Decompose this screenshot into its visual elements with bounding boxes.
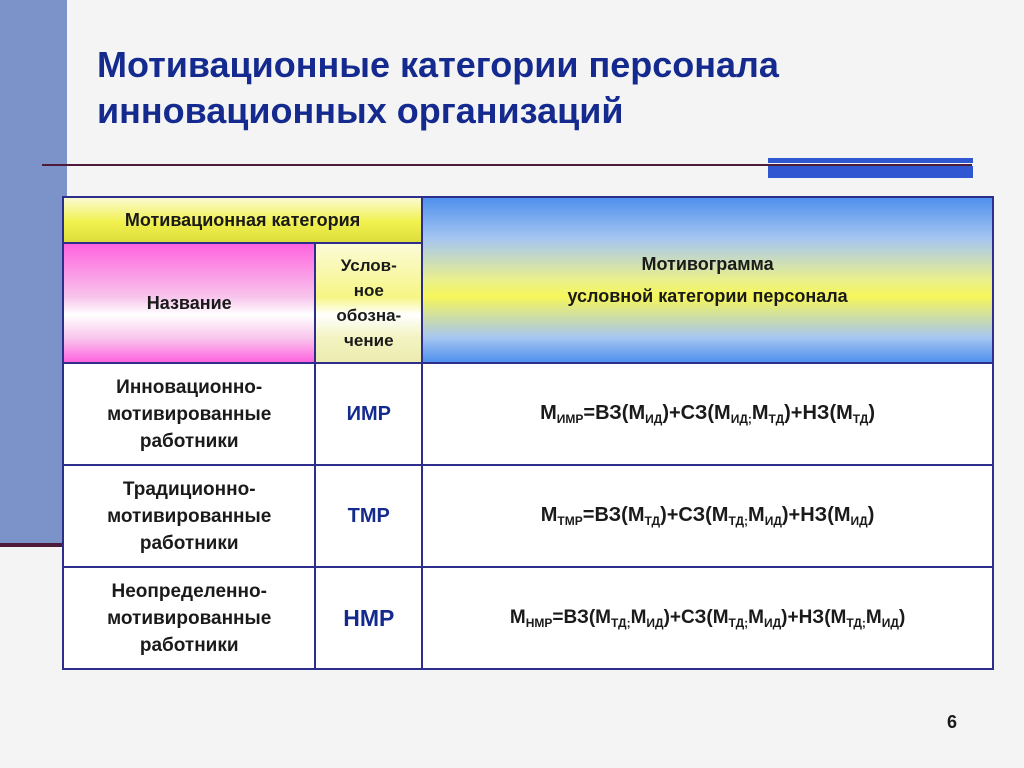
table-row (63, 363, 993, 465)
formula-subscript: ИД (646, 615, 664, 630)
name-line: работники (139, 532, 239, 554)
formula-subscript: ТД (768, 412, 785, 426)
title-accent-block (768, 158, 973, 180)
formula-subscript: ТД (644, 514, 661, 528)
formula-text: ) (898, 606, 906, 628)
formula-text: )+НЗ(М (781, 504, 851, 526)
formula-text: М (509, 606, 526, 628)
row-category-name (63, 567, 315, 669)
slide-title (97, 42, 957, 134)
formula-text: М (751, 402, 769, 424)
row-category-name (63, 465, 315, 567)
header-motivogram-line2: условной категории персонала (567, 286, 848, 306)
title-line-1: Мотивационные категории персонала (97, 44, 779, 85)
left-bar-underline (0, 543, 67, 547)
formula-text: М (540, 402, 557, 424)
formula-subscript: ТД; (728, 514, 749, 528)
name-line: Инновационно- (116, 376, 263, 398)
name-line: мотивированные (107, 607, 272, 629)
row-abbreviation: НМР (315, 567, 422, 669)
formula-text: =ВЗ(М (583, 402, 646, 424)
row-formula (422, 363, 993, 465)
name-line: мотивированные (107, 403, 272, 425)
row-category-name (63, 363, 315, 465)
formula-text: ) (868, 402, 876, 424)
formula-text: ) (867, 504, 875, 526)
formula-text: )+СЗ(М (660, 504, 729, 526)
formula-text: )+СЗ(М (663, 606, 729, 628)
formula-subscript: ИД (881, 615, 899, 630)
row-formula (422, 465, 993, 567)
formula-subscript: ИД (645, 412, 663, 426)
formula-subscript: ТД; (846, 615, 866, 630)
formula-subscript: ИД (763, 615, 782, 630)
formula-text: )+НЗ(М (784, 402, 853, 424)
formula-text: )+СЗ(М (662, 402, 731, 424)
motivation-table (62, 196, 994, 670)
formula-text: )+НЗ(М (781, 606, 847, 628)
header-motivogram (422, 197, 993, 363)
name-line: Неопределенно- (111, 580, 267, 602)
header-abbr-line: обозна- (336, 306, 402, 325)
page-number: 6 (947, 712, 958, 732)
formula-subscript: ТМР (557, 514, 583, 528)
formula-text: М (865, 606, 882, 628)
formula-subscript: ИМР (556, 412, 584, 426)
header-abbr-line: чение (344, 331, 394, 350)
formula-text: =ВЗ(М (582, 504, 645, 526)
formula-subscript: НМР (525, 615, 553, 630)
formula-subscript: ТД (852, 412, 869, 426)
formula-text: =ВЗ(М (552, 606, 611, 628)
row-abbreviation: ИМР (315, 363, 422, 465)
header-abbr-line: Услов- (340, 256, 397, 275)
name-line: Традиционно- (122, 478, 256, 500)
table-row (63, 567, 993, 669)
formula-subscript: ТД; (728, 615, 749, 630)
formula-subscript: ИД (850, 514, 868, 528)
name-line: работники (139, 430, 239, 452)
header-abbr-line: ное (353, 281, 384, 300)
formula-subscript: ИД (764, 514, 782, 528)
formula-subscript: ИД; (730, 412, 752, 426)
header-category: Мотивационная категория (63, 197, 422, 243)
row-formula (422, 567, 993, 669)
formula-text: М (748, 504, 765, 526)
formula-text: М (748, 606, 764, 628)
formula-text: М (630, 606, 647, 628)
row-abbreviation: ТМР (315, 465, 422, 567)
table-row (63, 465, 993, 567)
formula-subscript: ТД; (611, 615, 631, 630)
formula-text: М (540, 504, 558, 526)
header-name: Название (63, 243, 315, 363)
header-abbreviation (315, 243, 422, 363)
title-line-2: инновационных организаций (97, 90, 624, 131)
header-motivogram-line1: Мотивограмма (641, 254, 774, 274)
name-line: мотивированные (107, 505, 272, 527)
left-decor-bar (0, 0, 67, 545)
name-line: работники (139, 634, 239, 656)
